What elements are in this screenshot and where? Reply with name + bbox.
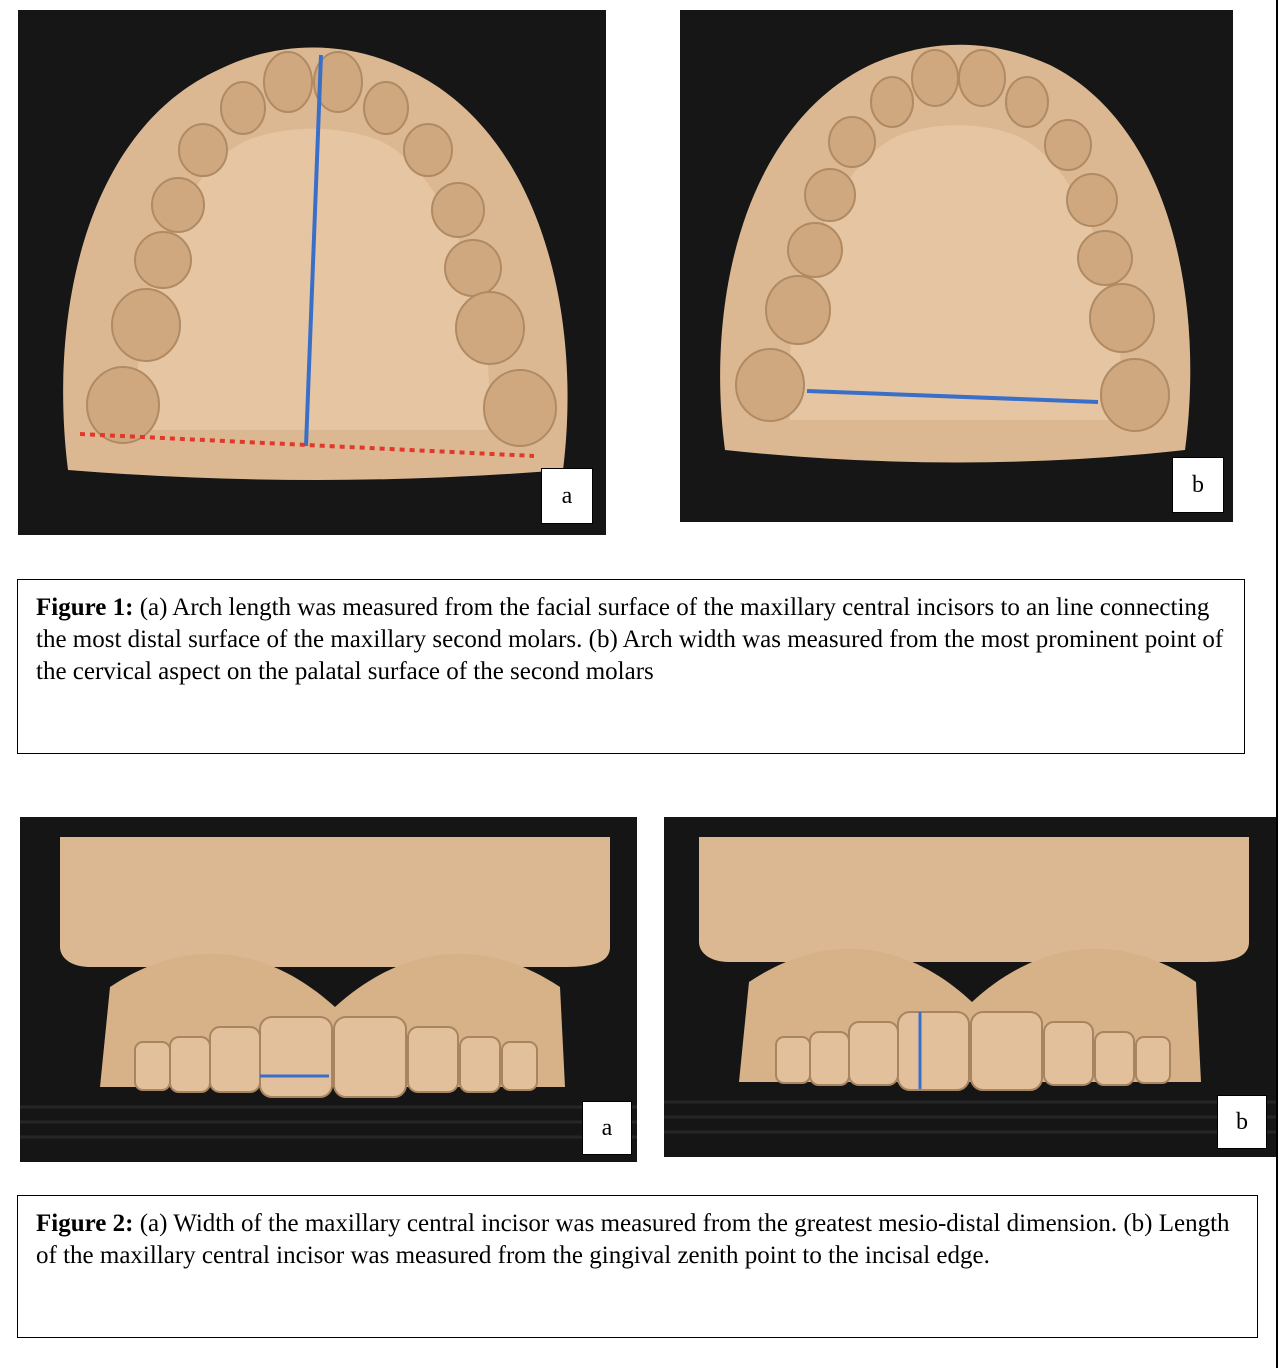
figure1-caption (17, 579, 1245, 754)
arch-occlusal-a-image (18, 10, 606, 535)
figure2-caption (17, 1195, 1258, 1338)
figure1-panel-b-label: b (1172, 457, 1224, 513)
arch-occlusal-b-image (680, 10, 1233, 522)
figure1-caption-text: (a) Arch length was measured from the facial surface of the maxillary central incisors to an line connecting the most distal surface of the maxillary second molars. (b) Arch width was measured from the most prominent point of the cervical aspect on the palatal surface of the second molars (36, 594, 1224, 685)
figure2-panel-b-label: b (1217, 1095, 1267, 1149)
figure2-caption-label: Figure 2: (36, 1210, 134, 1237)
figure1-caption-label: Figure 1: (36, 594, 134, 621)
figure2-caption-text: (a) Width of the maxillary central incisor was measured from the greatest mesio-distal dimension. (b) Length of the maxillary central incisor was measured from the gingival zenith point to the incisal edge. (36, 1210, 1230, 1269)
page-right-rule (1276, 0, 1278, 1368)
figure1-panel-a-label: a (541, 468, 593, 524)
figure2-panel-a-label: a (582, 1101, 632, 1155)
figure2-photo-b (664, 817, 1276, 1157)
figure1-photo-a (18, 10, 606, 535)
figure2-photo-a (20, 817, 637, 1162)
incisor-frontal-b-image (664, 817, 1276, 1157)
figure1-photo-b (680, 10, 1233, 522)
incisor-frontal-a-image (20, 817, 637, 1162)
